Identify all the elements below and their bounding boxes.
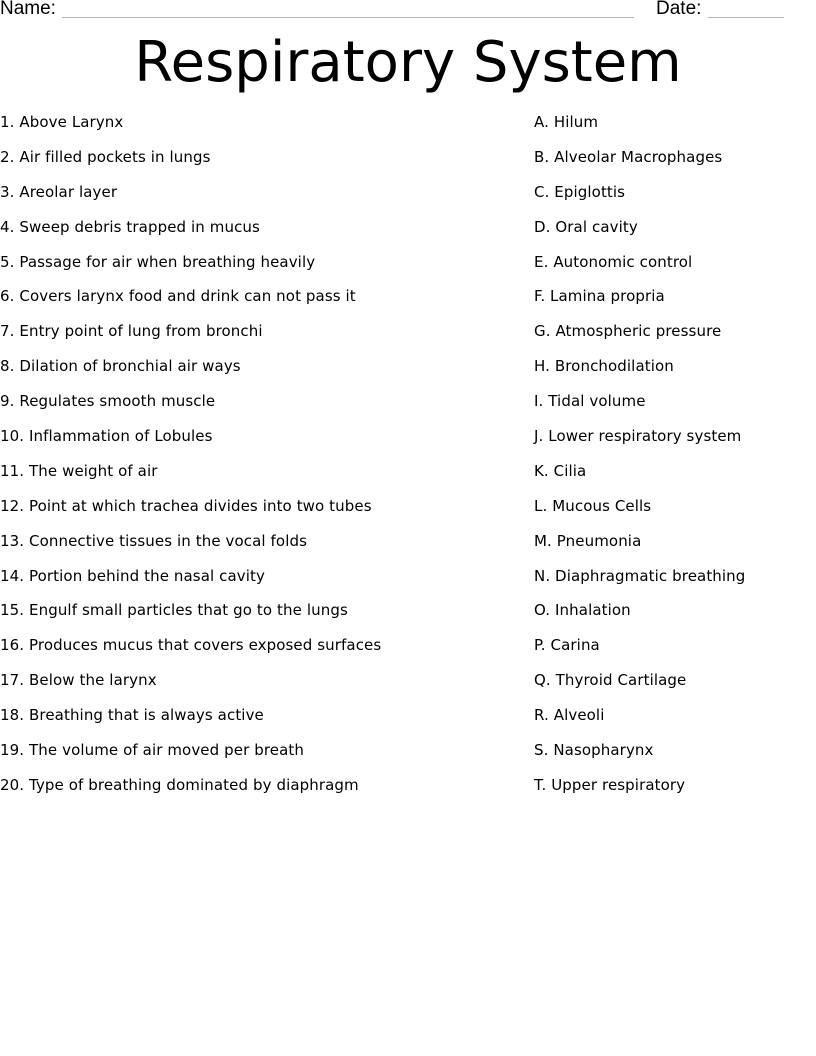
question-item: 11. The weight of air	[0, 461, 158, 480]
question-item: 12. Point at which trachea divides into two tubes	[0, 496, 372, 515]
answer-item: C. Epiglottis	[534, 182, 626, 201]
answer-item: A. Hilum	[534, 113, 599, 131]
answer-item: J. Lower respiratory system	[534, 427, 742, 446]
questions-column	[0, 112, 500, 810]
question-item: 8. Dilation of bronchial air ways	[0, 357, 241, 376]
name-label: Name:	[0, 0, 56, 19]
question-item: 20. Type of breathing dominated by diaphragm	[0, 775, 359, 794]
name-field-line[interactable]	[62, 17, 634, 18]
answer-item: N. Diaphragmatic breathing	[534, 566, 746, 585]
question-item: 1. Above Larynx	[0, 113, 124, 131]
question-item: 15. Engulf small particles that go to the lungs	[0, 601, 348, 620]
worksheet-header	[0, 0, 816, 22]
answer-item: O. Inhalation	[534, 601, 631, 620]
answer-item: E. Autonomic control	[534, 252, 693, 271]
answer-item: F. Lamina propria	[534, 287, 665, 306]
page-title: Respiratory System	[134, 30, 682, 95]
answer-item: H. Bronchodilation	[534, 357, 674, 376]
question-item: 6. Covers larynx food and drink can not pass it	[0, 287, 356, 306]
answer-item: S. Nasopharynx	[534, 741, 654, 760]
answer-item: M. Pneumonia	[534, 531, 642, 550]
answer-item: L. Mucous Cells	[534, 496, 652, 515]
answer-item: T. Upper respiratory	[534, 775, 686, 794]
answer-item: R. Alveoli	[534, 706, 605, 725]
answers-column	[534, 112, 804, 810]
question-item: 3. Areolar layer	[0, 182, 118, 201]
answer-item: P. Carina	[534, 636, 600, 655]
answer-item: B. Alveolar Macrophages	[534, 147, 723, 166]
date-field-line[interactable]	[708, 17, 784, 18]
question-item: 18. Breathing that is always active	[0, 706, 264, 725]
answer-item: K. Cilia	[534, 461, 587, 480]
question-item: 5. Passage for air when breathing heavily	[0, 252, 316, 271]
date-label: Date:	[656, 0, 702, 19]
question-item: 4. Sweep debris trapped in mucus	[0, 217, 260, 236]
question-item: 16. Produces mucus that covers exposed surfaces	[0, 636, 382, 655]
question-item: 7. Entry point of lung from bronchi	[0, 322, 263, 341]
answer-item: I. Tidal volume	[534, 392, 646, 411]
question-item: 13. Connective tissues in the vocal folds	[0, 531, 307, 550]
answer-item: G. Atmospheric pressure	[534, 322, 722, 341]
question-item: 17. Below the larynx	[0, 671, 157, 690]
question-item: 9. Regulates smooth muscle	[0, 392, 216, 411]
question-item: 14. Portion behind the nasal cavity	[0, 566, 265, 585]
question-item: 10. Inflammation of Lobules	[0, 427, 213, 446]
answer-item: Q. Thyroid Cartilage	[534, 671, 687, 690]
answer-item: D. Oral cavity	[534, 217, 638, 236]
question-item: 19. The volume of air moved per breath	[0, 741, 304, 760]
question-item: 2. Air filled pockets in lungs	[0, 147, 211, 166]
